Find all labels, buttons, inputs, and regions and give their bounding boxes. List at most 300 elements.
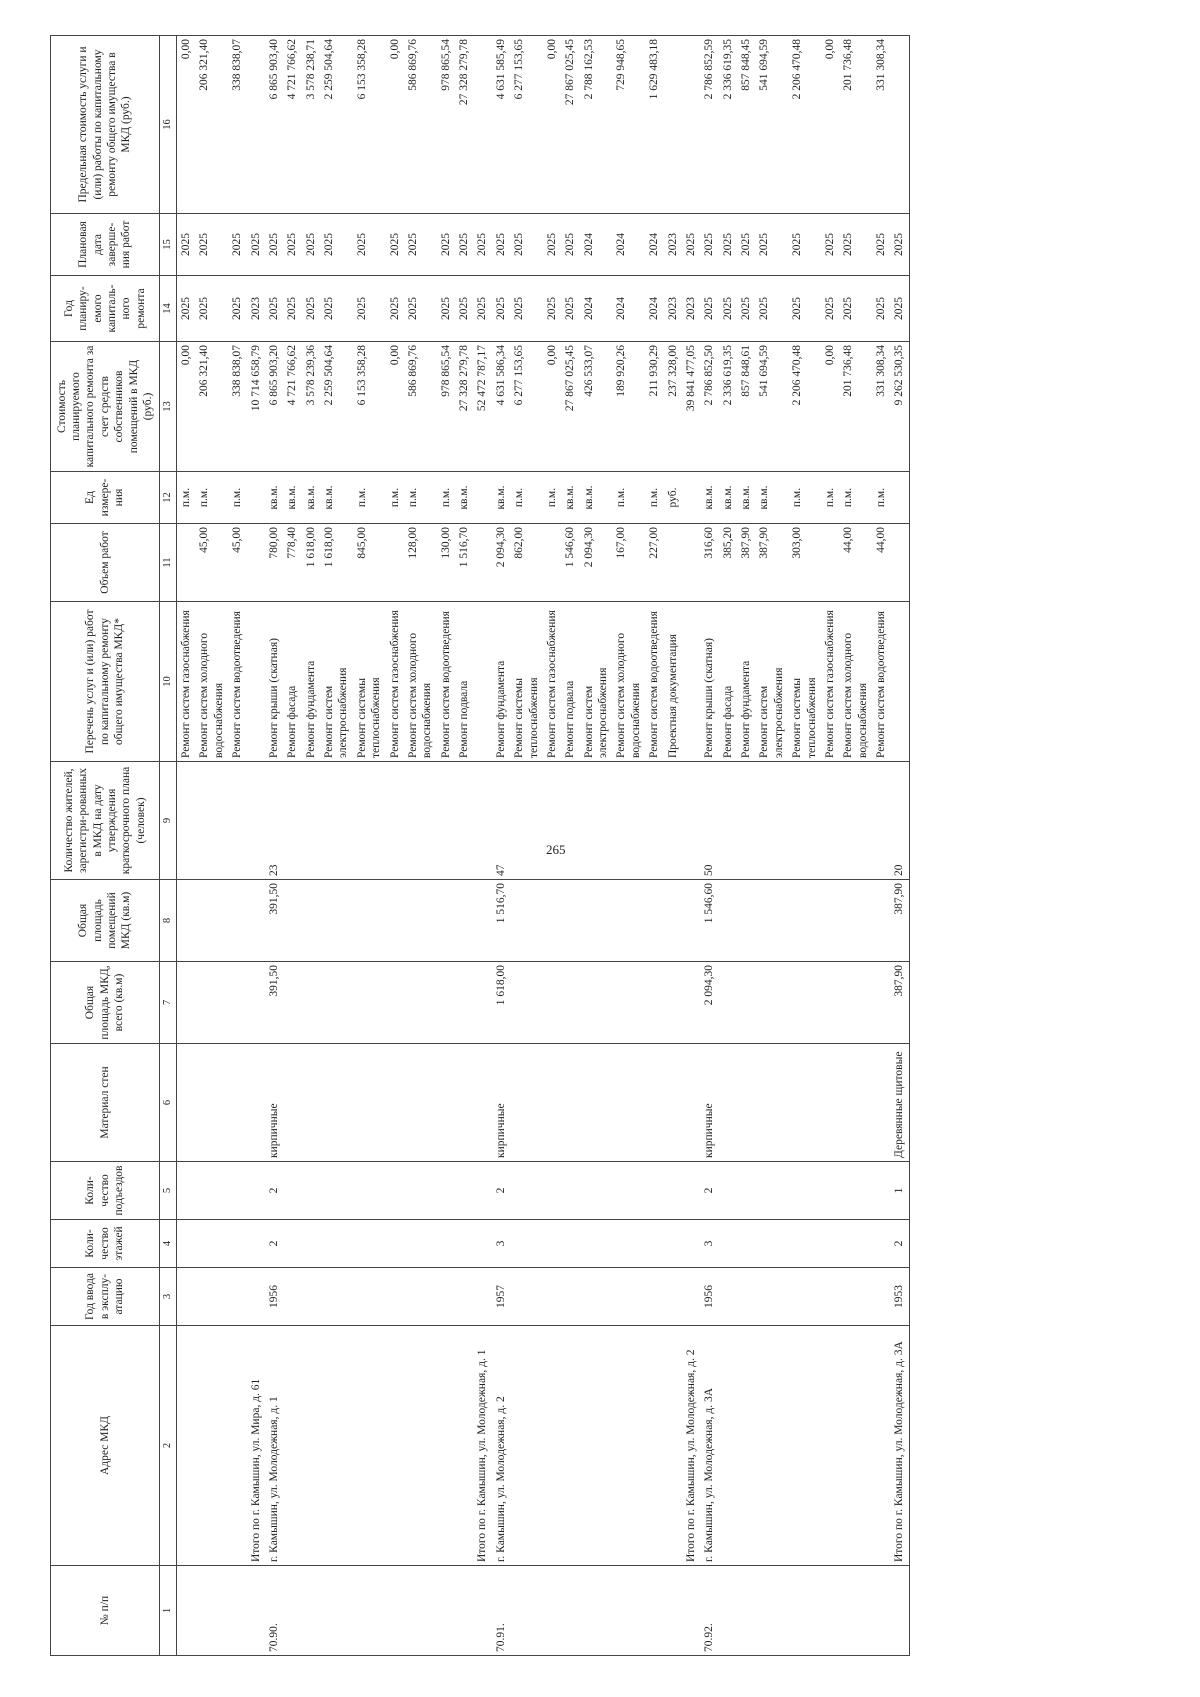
cell-col-12: кв.м. [737,472,755,524]
column-header-13: Стоимость планируемого капитального ремонта за счет средств собственников помещений в МКД (руб.) [51,342,160,472]
cell-col-1 [437,1566,455,1656]
cell-col-12: кв.м. [561,472,579,524]
cell-col-15: 2025 [543,214,561,276]
cell-col-9 [645,762,663,880]
cell-col-12: кв.м. [719,472,737,524]
cell-col-8 [404,880,437,962]
column-number-12: 12 [160,472,177,524]
cell-col-11: 1 546,60 [561,524,579,602]
cell-col-1 [473,1566,491,1656]
cell-col-16: 6 865 903,40 [265,36,283,214]
cell-col-7 [510,962,543,1044]
cell-col-4 [177,1220,196,1268]
cell-col-1 [543,1566,561,1656]
cell-col-10: Ремонт фасада [719,602,737,762]
column-number-3: 3 [160,1268,177,1326]
cell-col-13: 0,00 [177,342,196,472]
cell-col-7 [821,962,839,1044]
cell-col-2 [195,1326,228,1566]
column-number-16: 16 [160,36,177,214]
cell-col-15: 2025 [437,214,455,276]
cell-col-5: 2 [265,1162,283,1220]
cell-col-6 [561,1044,579,1162]
table-row [890,36,909,1656]
rotated-table-container [50,36,1150,1656]
cell-col-1 [682,1566,700,1656]
cell-col-10 [247,602,265,762]
cell-col-11: 128,00 [404,524,437,602]
cell-col-13: 0,00 [386,342,404,472]
cell-col-8 [437,880,455,962]
cell-col-5 [283,1162,301,1220]
cell-col-1 [353,1566,386,1656]
cell-col-16 [890,36,909,214]
cell-col-16: 0,00 [386,36,404,214]
cell-col-9 [404,762,437,880]
cell-col-14: 2025 [510,276,543,342]
cell-col-4 [455,1220,473,1268]
cell-col-9 [664,762,682,880]
cell-col-6 [580,1044,613,1162]
cell-col-11: 44,00 [839,524,872,602]
cell-col-15: 2024 [645,214,663,276]
column-header-12: Ед измере-ния [51,472,160,524]
cell-col-13: 2 259 504,64 [320,342,353,472]
cell-col-14: 2025 [455,276,473,342]
table-row [645,36,663,1656]
cell-col-10: Ремонт систем электроснабжения [580,602,613,762]
cell-col-7 [455,962,473,1044]
cell-col-3 [543,1268,561,1326]
cell-col-7 [872,962,890,1044]
cell-col-13: 426 533,07 [580,342,613,472]
cell-col-10: Ремонт подвала [455,602,473,762]
cell-col-8 [788,880,821,962]
cell-col-15: 2025 [755,214,788,276]
cell-col-4 [302,1220,320,1268]
cell-col-5 [580,1162,613,1220]
page-number: 265 [546,842,566,857]
column-number-6: 6 [160,1044,177,1162]
cell-col-4 [580,1220,613,1268]
cell-col-14: 2025 [561,276,579,342]
cell-col-11: 387,90 [737,524,755,602]
column-header-1: № п/п [51,1566,160,1656]
table-row [700,36,718,1656]
cell-col-11: 2 094,30 [580,524,613,602]
cell-col-2 [302,1326,320,1566]
cell-col-8 [302,880,320,962]
cell-col-13: 27 328 279,78 [455,342,473,472]
cell-col-8 [353,880,386,962]
cell-col-16: 3 578 238,71 [302,36,320,214]
cell-col-13: 237 328,00 [664,342,682,472]
cell-col-15: 2025 [737,214,755,276]
column-number-1: 1 [160,1566,177,1656]
column-number-7: 7 [160,962,177,1044]
column-number-8: 8 [160,880,177,962]
cell-col-11 [177,524,196,602]
cell-col-4: 2 [265,1220,283,1268]
column-header-7: Общая площадь МКД, всего (кв.м) [51,962,160,1044]
cell-col-6 [228,1044,246,1162]
cell-col-5 [821,1162,839,1220]
cell-col-1: 70.92. [700,1566,718,1656]
cell-col-11: 387,90 [755,524,788,602]
cell-col-1 [320,1566,353,1656]
cell-col-6 [612,1044,645,1162]
cell-col-9 [755,762,788,880]
table-row [320,36,353,1656]
cell-col-6 [872,1044,890,1162]
cell-col-2 [320,1326,353,1566]
cell-col-6 [455,1044,473,1162]
cell-col-6 [788,1044,821,1162]
cell-col-3 [872,1268,890,1326]
cell-col-13: 331 308,34 [872,342,890,472]
cell-col-3 [320,1268,353,1326]
table-row [755,36,788,1656]
cell-col-13: 6 153 358,28 [353,342,386,472]
cell-col-16: 541 694,59 [755,36,788,214]
cell-col-15: 2025 [700,214,718,276]
cell-col-3 [719,1268,737,1326]
cell-col-15: 2025 [228,214,246,276]
cell-col-9 [510,762,543,880]
cell-col-8 [543,880,561,962]
cell-col-7 [788,962,821,1044]
cell-col-8: 1 516,70 [492,880,510,962]
cell-col-1 [386,1566,404,1656]
cell-col-14: 2025 [195,276,228,342]
cell-col-3 [404,1268,437,1326]
cell-col-12: кв.м. [755,472,788,524]
cell-col-8: 1 546,60 [700,880,718,962]
cell-col-15: 2025 [455,214,473,276]
cell-col-9 [320,762,353,880]
cell-col-12: кв.м. [265,472,283,524]
cell-col-3 [177,1268,196,1326]
cell-col-9 [719,762,737,880]
cell-col-5 [455,1162,473,1220]
cell-col-7 [247,962,265,1044]
column-number-2: 2 [160,1326,177,1566]
cell-col-1 [788,1566,821,1656]
table-row [561,36,579,1656]
table-row [492,36,510,1656]
cell-col-8 [737,880,755,962]
cell-col-10: Ремонт систем газоснабжения [543,602,561,762]
cell-col-15: 2025 [890,214,909,276]
cell-col-7: 391,50 [265,962,283,1044]
cell-col-5: 2 [700,1162,718,1220]
cell-col-7 [719,962,737,1044]
cell-col-9 [177,762,196,880]
cell-col-6 [645,1044,663,1162]
cell-col-9 [228,762,246,880]
cell-col-3 [247,1268,265,1326]
cell-col-8 [473,880,491,962]
cell-col-15: 2025 [283,214,301,276]
cell-col-3: 1957 [492,1268,510,1326]
cell-col-15: 2025 [177,214,196,276]
cell-col-2 [872,1326,890,1566]
cell-col-16: 4 721 766,62 [283,36,301,214]
cell-col-3: 1953 [890,1268,909,1326]
cell-col-11: 227,00 [645,524,663,602]
cell-col-1 [177,1566,196,1656]
cell-col-9 [353,762,386,880]
cell-col-9 [302,762,320,880]
cell-col-8 [228,880,246,962]
cell-col-1 [872,1566,890,1656]
cell-col-16: 2 336 619,35 [719,36,737,214]
cell-col-13: 6 865 903,20 [265,342,283,472]
cell-col-12: п.м. [386,472,404,524]
cell-col-14: 2025 [302,276,320,342]
cell-col-8 [177,880,196,962]
cell-col-15: 2025 [839,214,872,276]
cell-col-14: 2025 [437,276,455,342]
table-row [404,36,437,1656]
cell-col-2 [821,1326,839,1566]
cell-col-12: п.м. [228,472,246,524]
column-number-11: 11 [160,524,177,602]
cell-col-8 [247,880,265,962]
cell-col-9 [872,762,890,880]
table-row [580,36,613,1656]
cell-col-12 [473,472,491,524]
cell-col-10: Ремонт систем газоснабжения [386,602,404,762]
cell-col-3 [645,1268,663,1326]
cell-col-10: Ремонт систем водоотведения [645,602,663,762]
cell-col-6 [195,1044,228,1162]
table-row [283,36,301,1656]
cell-col-8 [283,880,301,962]
cell-col-15: 2025 [872,214,890,276]
cell-col-8 [839,880,872,962]
cell-col-7 [437,962,455,1044]
cell-col-7 [320,962,353,1044]
cell-col-11 [682,524,700,602]
cell-col-1 [580,1566,613,1656]
cell-col-2 [737,1326,755,1566]
cell-col-14: 2023 [664,276,682,342]
cell-col-8 [719,880,737,962]
cell-col-4 [510,1220,543,1268]
cell-col-6 [473,1044,491,1162]
cell-col-15: 2025 [386,214,404,276]
cell-col-10: Ремонт подвала [561,602,579,762]
cell-col-12: кв.м. [283,472,301,524]
cell-col-2 [561,1326,579,1566]
cell-col-6 [664,1044,682,1162]
cell-col-16: 0,00 [821,36,839,214]
cell-col-11 [247,524,265,602]
cell-col-16 [664,36,682,214]
cell-col-10: Ремонт систем водоотведения [437,602,455,762]
table-row [177,36,196,1656]
cell-col-6 [386,1044,404,1162]
cell-col-1: 70.91. [492,1566,510,1656]
cell-col-10: Ремонт систем холодного водоснабжения [839,602,872,762]
cell-col-14: 2025 [890,276,909,342]
cell-col-3 [386,1268,404,1326]
table-row [821,36,839,1656]
cell-col-2: Итого по г. Камышин, ул. Мира, д. 61 [247,1326,265,1566]
cell-col-11: 167,00 [612,524,645,602]
cell-col-5: 1 [890,1162,909,1220]
cell-col-8 [455,880,473,962]
cell-col-7 [302,962,320,1044]
cell-col-6 [353,1044,386,1162]
cell-col-5 [195,1162,228,1220]
column-header-14: Год планиру-емого капиталь-ного ремонта [51,276,160,342]
cell-col-11: 1 618,00 [302,524,320,602]
cell-col-11: 845,00 [353,524,386,602]
cell-col-11: 303,00 [788,524,821,602]
table-row [543,36,561,1656]
cell-col-13: 6 277 153,65 [510,342,543,472]
cell-col-4 [320,1220,353,1268]
cell-col-1 [510,1566,543,1656]
cell-col-12: п.м. [195,472,228,524]
cell-col-13: 4 721 766,62 [283,342,301,472]
cell-col-10: Ремонт фундамента [302,602,320,762]
cell-col-12: п.м. [645,472,663,524]
cell-col-3 [302,1268,320,1326]
cell-col-6 [755,1044,788,1162]
cell-col-9 [839,762,872,880]
cell-col-5 [839,1162,872,1220]
cell-col-4 [737,1220,755,1268]
cell-col-9: 50 [700,762,718,880]
cell-col-12: кв.м. [700,472,718,524]
cell-col-14: 2025 [386,276,404,342]
cell-col-15: 2023 [664,214,682,276]
cell-col-13: 39 841 477,05 [682,342,700,472]
cell-col-11: 130,00 [437,524,455,602]
cell-col-6 [247,1044,265,1162]
cell-col-4 [228,1220,246,1268]
cell-col-16: 2 786 852,59 [700,36,718,214]
cell-col-4 [839,1220,872,1268]
cell-col-16: 0,00 [543,36,561,214]
column-header-6: Материал стен [51,1044,160,1162]
cell-col-13: 201 736,48 [839,342,872,472]
cell-col-4: 3 [492,1220,510,1268]
cell-col-6 [510,1044,543,1162]
cell-col-8 [821,880,839,962]
cell-col-15: 2025 [247,214,265,276]
cell-col-14: 2025 [404,276,437,342]
cell-col-15: 2025 [473,214,491,276]
cell-col-8 [612,880,645,962]
cell-col-14: 2025 [177,276,196,342]
cell-col-11 [890,524,909,602]
cell-col-10: Ремонт крыши (скатная) [700,602,718,762]
cell-col-5 [473,1162,491,1220]
cell-col-7 [353,962,386,1044]
cell-col-4 [247,1220,265,1268]
table-row [737,36,755,1656]
cell-col-3 [755,1268,788,1326]
cell-col-5 [302,1162,320,1220]
cell-col-8 [872,880,890,962]
cell-col-10 [890,602,909,762]
cell-col-12: п.м. [612,472,645,524]
cell-col-16: 586 869,76 [404,36,437,214]
cell-col-2: г. Камышин, ул. Молодежная, д. 3А [700,1326,718,1566]
cell-col-12: кв.м. [492,472,510,524]
column-number-13: 13 [160,342,177,472]
cell-col-14: 2024 [612,276,645,342]
cell-col-11: 1 618,00 [320,524,353,602]
cell-col-13: 206 321,40 [195,342,228,472]
cell-col-15: 2025 [719,214,737,276]
cell-col-8 [195,880,228,962]
cell-col-14: 2025 [719,276,737,342]
cell-col-8 [510,880,543,962]
cell-col-2 [664,1326,682,1566]
cell-col-5 [664,1162,682,1220]
cell-col-3 [195,1268,228,1326]
cell-col-11: 2 094,30 [492,524,510,602]
cell-col-5 [872,1162,890,1220]
table-row [228,36,246,1656]
cell-col-16: 1 629 483,18 [645,36,663,214]
cell-col-5 [353,1162,386,1220]
cell-col-15: 2025 [404,214,437,276]
cell-col-2 [755,1326,788,1566]
cell-col-4 [386,1220,404,1268]
cell-col-14: 2025 [872,276,890,342]
cell-col-6: кирпичные [492,1044,510,1162]
cell-col-15: 2025 [821,214,839,276]
cell-col-10: Ремонт систем электроснабжения [755,602,788,762]
cell-col-9: 47 [492,762,510,880]
cell-col-2 [177,1326,196,1566]
cell-col-4 [872,1220,890,1268]
cell-col-3 [228,1268,246,1326]
cell-col-10: Ремонт системы теплоснабжения [788,602,821,762]
cell-col-5 [437,1162,455,1220]
cell-col-13: 189 920,26 [612,342,645,472]
cell-col-1 [404,1566,437,1656]
cell-col-13: 338 838,07 [228,342,246,472]
column-number-15: 15 [160,214,177,276]
table-body [177,36,910,1656]
cell-col-15: 2025 [682,214,700,276]
cell-col-5 [228,1162,246,1220]
cell-col-3 [737,1268,755,1326]
table-row [353,36,386,1656]
cell-col-13: 27 867 025,45 [561,342,579,472]
cell-col-11 [473,524,491,602]
cell-col-1 [890,1566,909,1656]
cell-col-13: 3 578 239,36 [302,342,320,472]
cell-col-10: Ремонт систем холодного водоснабжения [404,602,437,762]
cell-col-14: 2025 [283,276,301,342]
column-header-10: Перечень услуг и (или) работ по капитальному ремонту общего имущества МКД* [51,602,160,762]
column-header-16: Предельная стоимость услуги и (или) работы по капитальному ремонту общего имущества в МКД (руб.) [51,36,160,214]
cell-col-3 [821,1268,839,1326]
table-row [664,36,682,1656]
cell-col-3 [437,1268,455,1326]
table-row [265,36,283,1656]
cell-col-1 [195,1566,228,1656]
cell-col-4: 3 [700,1220,718,1268]
